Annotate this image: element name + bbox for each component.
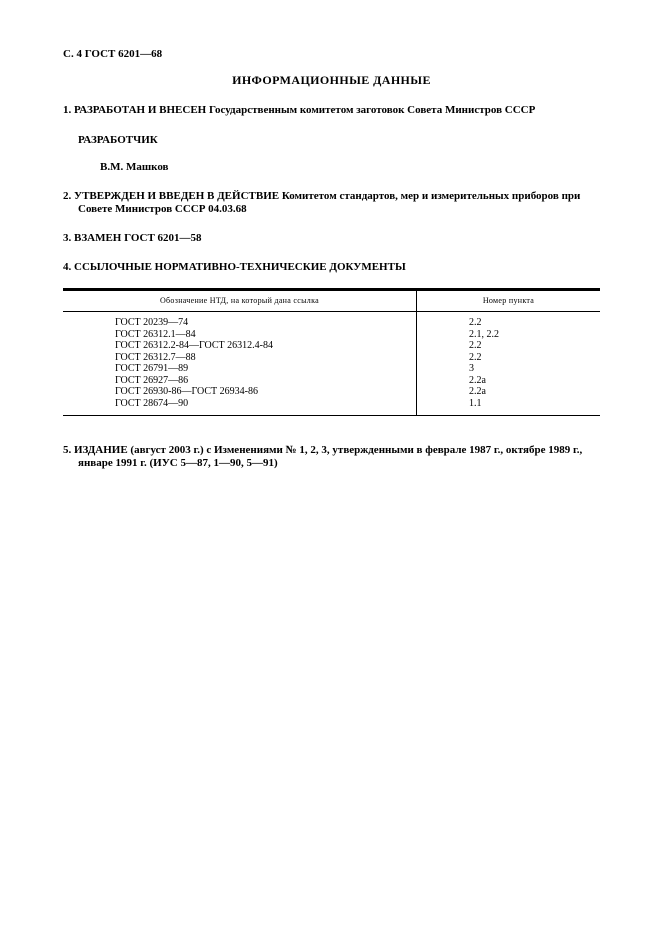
page-header: С. 4 ГОСТ 6201—68 xyxy=(63,48,163,60)
ntd-cell: ГОСТ 20239—74 xyxy=(115,317,189,328)
item-4: 4. ССЫЛОЧНЫЕ НОРМАТИВНО-ТЕХНИЧЕСКИЕ ДОКУМЕНТЫ xyxy=(63,261,406,273)
punkt-cell: 2.2а xyxy=(417,375,601,387)
punkt-cell: 2.2 xyxy=(417,340,601,352)
punkt-cell: 2.1, 2.2 xyxy=(417,329,601,341)
table-header-row xyxy=(63,290,600,312)
table-row xyxy=(63,352,600,364)
punkt-cell: 2.2 xyxy=(417,352,601,364)
page-title: ИНФОРМАЦИОННЫЕ ДАННЫЕ xyxy=(232,73,431,87)
punkt-cell: 3 xyxy=(417,363,601,375)
table-row xyxy=(63,398,600,416)
item-1: 1. РАЗРАБОТАН И ВНЕСЕН Государственным комитетом заготовок Совета Министров СССР xyxy=(63,104,536,116)
item-5: 5. ИЗДАНИЕ (август 2003 г.) с Изменениями № 1, 2, 3, утвержденными в феврале 1987 г., октябре 1989 г., январе 1991 г. (ИУС 5—87, 1—90, 5—91) xyxy=(63,444,583,469)
table-row xyxy=(63,363,600,375)
table-row xyxy=(63,375,600,387)
ntd-cell: ГОСТ 26312.2-84—ГОСТ 26312.4-84 xyxy=(115,340,273,351)
table-row xyxy=(63,386,600,398)
item-1-developer-name: В.М. Машков xyxy=(100,161,169,173)
item-1-developer-label: РАЗРАБОТЧИК xyxy=(78,134,158,146)
punkt-cell: 1.1 xyxy=(417,398,601,416)
punkt-cell: 2.2а xyxy=(417,386,601,398)
ntd-cell: ГОСТ 28674—90 xyxy=(115,397,189,409)
ntd-cell: ГОСТ 26312.7—88 xyxy=(115,351,196,363)
table-row xyxy=(63,329,600,341)
ntd-cell: ГОСТ 26791—89 xyxy=(115,363,189,374)
item-3: 3. ВЗАМЕН ГОСТ 6201—58 xyxy=(63,232,202,244)
punkt-cell: 2.2 xyxy=(417,312,601,329)
table-row xyxy=(63,312,600,329)
reference-documents-table xyxy=(63,288,600,416)
item-2: 2. УТВЕРЖДЕН И ВВЕДЕН В ДЕЙСТВИЕ Комитетом стандартов, мер и измерительных приборов при Совете Министров СССР 04.03.68 xyxy=(63,190,581,215)
ntd-cell: ГОСТ 26927—86 xyxy=(115,374,189,386)
table-row xyxy=(63,340,600,352)
table-col-header-punkt: Номер пункта xyxy=(417,290,601,312)
table-col-header-ntd: Обозначение НТД, на который дана ссылка xyxy=(63,290,417,312)
ntd-cell: ГОСТ 26930-86—ГОСТ 26934-86 xyxy=(115,386,258,397)
ntd-cell: ГОСТ 26312.1—84 xyxy=(115,328,196,340)
